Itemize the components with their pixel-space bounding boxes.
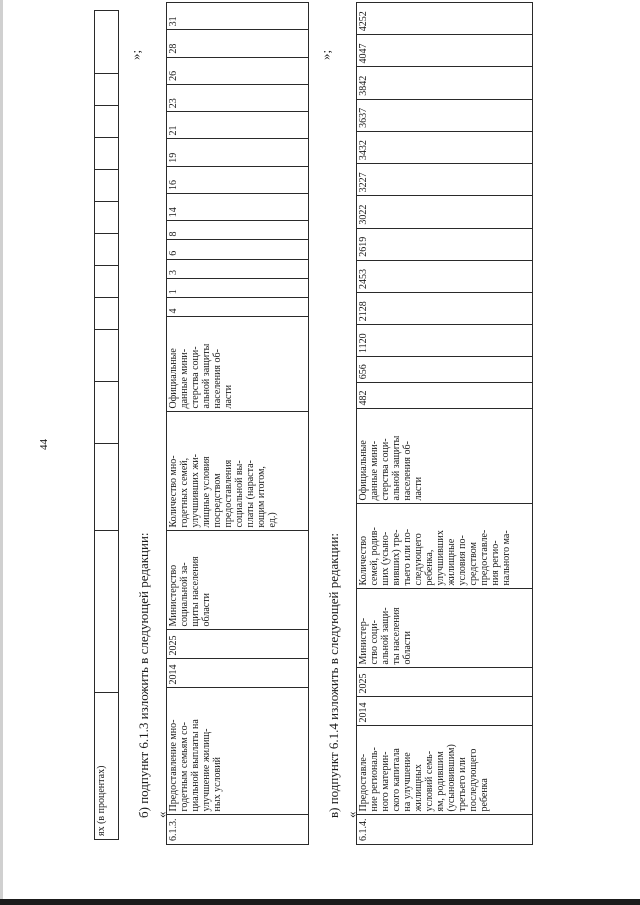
section-v-caption: в) подпункт 6.1.4 изложить в следующей редакции: <box>326 532 341 818</box>
value-cell: 3637 <box>357 99 533 131</box>
value-cell: 26 <box>167 57 309 84</box>
table-row <box>95 11 119 840</box>
row-number: 6.1.4. <box>357 815 533 845</box>
table-6-1-4 <box>356 2 533 845</box>
value-cell: 16 <box>167 166 309 193</box>
indicator: Количество семей, родив- ших (усыно- вивших) тре- тьего или по- следующего ребенка, улучшивших жилищные условия по- средством предоставле- ния регио- нального ма- <box>357 504 533 589</box>
open-quote-b: « <box>154 811 169 818</box>
close-quote-top: »; <box>128 49 143 60</box>
open-quote-v: « <box>344 811 359 818</box>
partial-table-top <box>94 10 119 840</box>
row-number: 6.1.3. <box>167 815 309 845</box>
value-cell: 3842 <box>357 67 533 99</box>
indicator: Количество мно- годетных семей, улучшивших жи- лищные условия посредством предоставления социальной вы- платы (нараста- ющим итогом, ед.) <box>167 412 309 531</box>
value-cell: 4047 <box>357 35 533 67</box>
table-6-1-3 <box>166 2 309 845</box>
partial-label-cell: ях (в процентах) <box>95 693 119 840</box>
section-b-caption: б) подпункт 6.1.3 изложить в следующей редакции: <box>136 532 151 818</box>
value-cell: 1 <box>167 279 309 298</box>
scan-edge <box>0 899 640 905</box>
close-quote-b: »; <box>318 49 333 60</box>
value-cell: 2453 <box>357 260 533 292</box>
value-cell: 8 <box>167 221 309 240</box>
data-source: Официальные данные мини- стерства соци- альной защиты населения об- ласти <box>167 317 309 412</box>
table-row <box>357 3 533 845</box>
start-year: 2014 <box>167 659 309 688</box>
end-year: 2025 <box>357 668 533 697</box>
data-source: Официальные данные мини- стерства соци- альной защиты населения об- ласти <box>357 409 533 504</box>
value-cell: 3 <box>167 259 309 278</box>
value-cell: 2128 <box>357 293 533 325</box>
value-cell: 3022 <box>357 196 533 228</box>
measure-name: Предоставле- ние региональ- ного материн- ского капитала на улучшение жилищных условий семь- ям, родившим (усыновившим) третьего или последующего ребенка <box>357 726 533 815</box>
measure-name: Предоставление мно- годетным семьям со- циальной выплаты на улучшение жилищ- ных условий <box>167 688 309 815</box>
end-year: 2025 <box>167 630 309 659</box>
value-cell: 23 <box>167 84 309 111</box>
value-cell: 482 <box>357 383 533 409</box>
value-cell: 2619 <box>357 228 533 260</box>
executor: Министерство социальной за- щиты населения области <box>167 531 309 630</box>
value-cell: 31 <box>167 3 309 30</box>
value-cell: 3432 <box>357 131 533 163</box>
start-year: 2014 <box>357 697 533 726</box>
value-cell: 3227 <box>357 164 533 196</box>
table-row <box>167 3 309 845</box>
value-cell: 28 <box>167 30 309 57</box>
value-cell: 4 <box>167 298 309 317</box>
value-cell: 656 <box>357 357 533 383</box>
value-cell: 21 <box>167 112 309 139</box>
value-cell: 19 <box>167 139 309 166</box>
page-number: 44 <box>38 439 50 450</box>
value-cell: 14 <box>167 193 309 220</box>
value-cell: 1120 <box>357 325 533 357</box>
executor: Министер- ство соци- альной защи- ты населения области <box>357 589 533 668</box>
value-cell: 6 <box>167 240 309 259</box>
value-cell: 4252 <box>357 3 533 35</box>
